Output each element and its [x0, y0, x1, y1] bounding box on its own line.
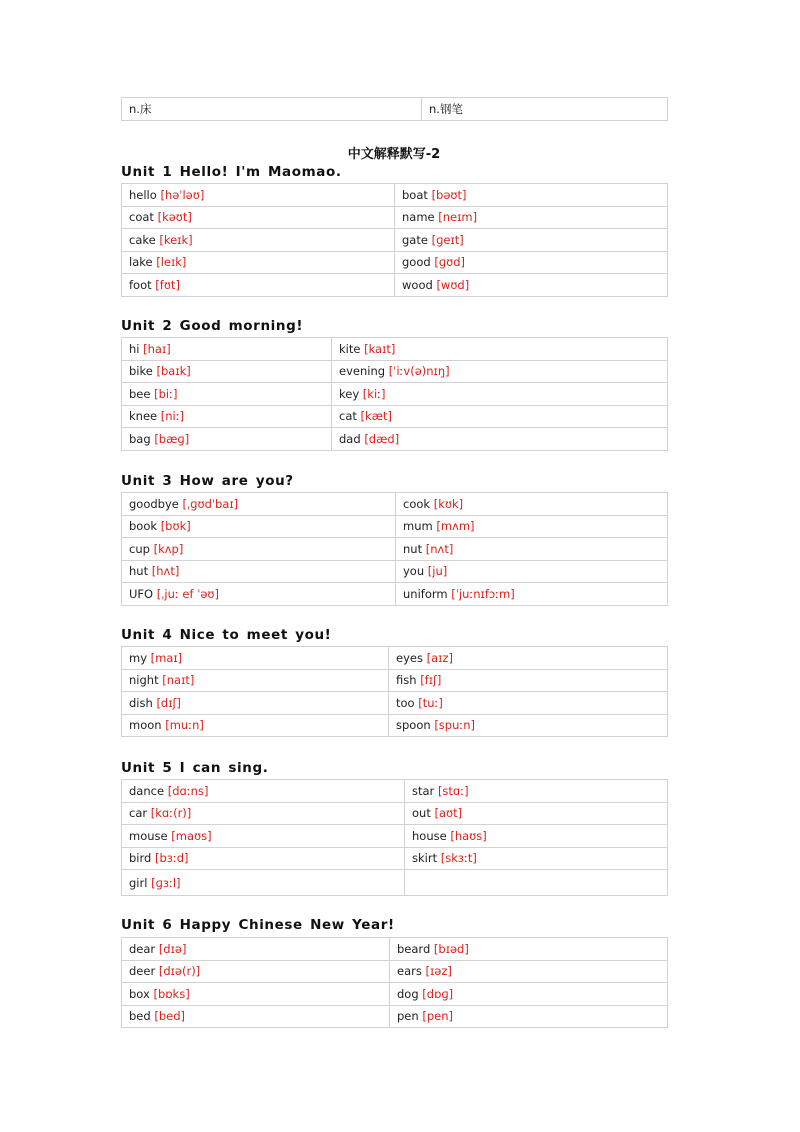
phonetic: [dɪʃ] [156, 695, 181, 710]
word: dance [129, 783, 165, 798]
word: deer [129, 964, 156, 979]
phonetic: [muːn] [165, 718, 204, 733]
table-row [122, 206, 668, 229]
word: evening [339, 364, 386, 379]
phonetic: [kʊk] [433, 496, 464, 511]
table-cell [396, 515, 668, 538]
table-cell [122, 184, 395, 207]
word: my [129, 650, 148, 665]
phonetic: [ˈiːv(ə)nɪŋ] [388, 364, 450, 379]
phonetic: [ɡʊd] [434, 255, 466, 270]
table-cell [332, 360, 668, 383]
phonetic: [kəʊt] [157, 210, 192, 225]
phonetic: [kæt] [360, 409, 392, 424]
phonetic: [skɜːt] [440, 851, 477, 866]
word: bag [129, 431, 151, 446]
unit-2-table [121, 337, 668, 451]
table-cell [122, 825, 405, 848]
table-row [122, 98, 668, 121]
word: cup [129, 541, 150, 556]
table-cell [395, 184, 668, 207]
phonetic: [maʊs] [171, 828, 212, 843]
phonetic: [kaɪt] [364, 341, 396, 356]
unit-5-heading: Unit 5 I can sing. [121, 760, 269, 776]
table-cell [122, 647, 389, 670]
unit-5-table [121, 779, 668, 896]
word: star [412, 783, 435, 798]
unit-1-table [121, 183, 668, 297]
table-cell [122, 780, 405, 803]
table-cell [405, 780, 668, 803]
table-cell [122, 870, 405, 896]
word: dog [397, 986, 419, 1001]
phonetic: [mʌm] [436, 519, 475, 534]
phonetic: [hʌt] [151, 564, 180, 579]
table-row [122, 847, 668, 870]
phonetic: [bed] [154, 1009, 185, 1024]
phonetic: [bæɡ] [154, 431, 190, 446]
word: girl [129, 875, 148, 890]
phonetic: [fʊt] [155, 277, 180, 292]
word: coat [129, 210, 154, 225]
phonetic: [biː] [154, 386, 178, 401]
phonetic: [aɪz] [426, 650, 453, 665]
table-cell [389, 692, 668, 715]
unit-6-table [121, 937, 668, 1028]
phonetic: [dɪə(r)] [158, 964, 201, 979]
table-cell [405, 802, 668, 825]
word: moon [129, 718, 162, 733]
table-row [122, 802, 668, 825]
table-row [122, 647, 668, 670]
phonetic: [keɪk] [159, 232, 193, 247]
table-cell [122, 538, 396, 561]
table-cell [405, 847, 668, 870]
table-cell [396, 560, 668, 583]
table-row [122, 338, 668, 361]
unit-2-heading: Unit 2 Good morning! [121, 318, 304, 334]
word: fish [396, 673, 417, 688]
table-cell [422, 98, 668, 121]
phonetic: [dɑːns] [167, 783, 209, 798]
table-cell [122, 960, 390, 983]
word: spoon [396, 718, 431, 733]
phonetic: [neɪm] [438, 210, 478, 225]
word: bed [129, 1009, 151, 1024]
table-cell [395, 274, 668, 297]
table-cell [395, 251, 668, 274]
table-cell [332, 383, 668, 406]
word: cook [403, 496, 431, 511]
word: gate [402, 232, 428, 247]
table-cell [122, 338, 332, 361]
phonetic: [stɑː] [437, 783, 469, 798]
phonetic: [naɪt] [162, 673, 195, 688]
table-cell [332, 338, 668, 361]
table-row [122, 1005, 668, 1028]
phonetic: [maɪ] [150, 650, 183, 665]
table-row [122, 538, 668, 561]
table-row [122, 405, 668, 428]
table-row [122, 870, 668, 896]
word: box [129, 986, 150, 1001]
table-row [122, 251, 668, 274]
unit-1-heading: Unit 1 Hello! I'm Maomao. [121, 164, 342, 180]
phonetic: [spuːn] [434, 718, 476, 733]
word: kite [339, 341, 361, 356]
word: ears [397, 964, 422, 979]
phonetic: [ɡeɪt] [431, 232, 464, 247]
table-row [122, 383, 668, 406]
table-cell [122, 669, 389, 692]
word: too [396, 695, 415, 710]
unit-3-table [121, 492, 668, 606]
word: bird [129, 851, 152, 866]
phonetic: [kʌp] [153, 541, 184, 556]
table-cell [122, 274, 395, 297]
word: key [339, 386, 360, 401]
table-cell [122, 229, 395, 252]
table-cell [395, 229, 668, 252]
word: dear [129, 941, 156, 956]
table-cell [122, 360, 332, 383]
phonetic: [pen] [422, 1009, 453, 1024]
table-cell [122, 983, 390, 1006]
word: lake [129, 255, 153, 270]
table-cell [390, 983, 668, 1006]
table-cell [122, 583, 396, 606]
table-cell [389, 669, 668, 692]
word: eyes [396, 650, 423, 665]
phonetic: [ɪəz] [425, 964, 452, 979]
table-row [122, 428, 668, 451]
phonetic: [bɒks] [153, 986, 190, 1001]
word: wood [402, 277, 433, 292]
word: cat [339, 409, 357, 424]
phonetic: [haɪ] [143, 341, 171, 356]
table-cell [395, 206, 668, 229]
table-row [122, 960, 668, 983]
phonetic: [leɪk] [156, 255, 187, 270]
phonetic: [bɪəd] [433, 941, 469, 956]
table-row [122, 229, 668, 252]
word: bee [129, 386, 151, 401]
table-cell [390, 960, 668, 983]
table-row [122, 583, 668, 606]
table-cell [122, 405, 332, 428]
phonetic: [dɪə] [158, 941, 187, 956]
phonetic: [bəʊt] [431, 187, 467, 202]
word: book [129, 519, 158, 534]
table-row [122, 692, 668, 715]
table-row [122, 714, 668, 737]
phonetic: [həˈləʊ] [160, 187, 205, 202]
word: out [412, 806, 431, 821]
word: goodbye [129, 496, 179, 511]
phonetic: [aʊt] [434, 806, 463, 821]
word: hello [129, 187, 157, 202]
word: mum [403, 519, 433, 534]
table-cell [122, 383, 332, 406]
word: hut [129, 564, 149, 579]
phonetic: [dæd] [364, 431, 400, 446]
table-cell [122, 802, 405, 825]
unit-3-heading: Unit 3 How are you? [121, 473, 294, 489]
document-title: 中文解释默写-2 [347, 147, 441, 162]
word: name [402, 210, 435, 225]
table-cell [122, 493, 396, 516]
table-cell [122, 428, 332, 451]
word: uniform [403, 586, 448, 601]
table-cell [122, 692, 389, 715]
word: night [129, 673, 159, 688]
phonetic: [fɪʃ] [420, 673, 442, 688]
phonetic: [kɑː(r)] [150, 806, 192, 821]
word: boat [402, 187, 428, 202]
unit-6-heading: Unit 6 Happy Chinese New Year! [121, 917, 395, 933]
table-row [122, 669, 668, 692]
table-cell [332, 405, 668, 428]
unit-4-heading: Unit 4 Nice to meet you! [121, 627, 332, 643]
word: beard [397, 941, 431, 956]
empty-table-cell [405, 870, 668, 896]
table-row [122, 493, 668, 516]
table-cell [396, 493, 668, 516]
chinese-meaning: n.钢笔 [429, 101, 463, 116]
phonetic: [wʊd] [436, 277, 470, 292]
word: dish [129, 695, 153, 710]
table-row [122, 360, 668, 383]
table-row [122, 184, 668, 207]
table-row [122, 560, 668, 583]
word: mouse [129, 828, 168, 843]
phonetic: [nʌt] [425, 541, 454, 556]
table-cell [405, 825, 668, 848]
table-cell [122, 560, 396, 583]
phonetic: [baɪk] [156, 364, 191, 379]
phonetic: [haʊs] [450, 828, 487, 843]
table-row [122, 274, 668, 297]
word: good [402, 255, 431, 270]
phonetic: [ju] [427, 564, 448, 579]
word: house [412, 828, 447, 843]
table-cell [396, 538, 668, 561]
table-cell [390, 938, 668, 961]
table-row [122, 983, 668, 1006]
word: cake [129, 232, 156, 247]
table-cell [122, 847, 405, 870]
table-cell [332, 428, 668, 451]
table-cell [396, 583, 668, 606]
word: UFO [129, 586, 154, 601]
phonetic: [ˈjuːnɪfɔːm] [451, 586, 515, 601]
table-cell [122, 251, 395, 274]
table-cell [122, 714, 389, 737]
top-vocab-table [121, 97, 668, 121]
word: hi [129, 341, 140, 356]
phonetic: [bɜːd] [154, 851, 189, 866]
word: foot [129, 277, 152, 292]
phonetic: [ɡɜːl] [151, 875, 181, 890]
word: you [403, 564, 425, 579]
phonetic: [niː] [160, 409, 185, 424]
table-cell [122, 98, 422, 121]
chinese-meaning: n.床 [129, 101, 152, 116]
table-cell [122, 206, 395, 229]
word: pen [397, 1009, 419, 1024]
table-cell [390, 1005, 668, 1028]
table-row [122, 825, 668, 848]
phonetic: [bʊk] [160, 519, 191, 534]
table-row [122, 515, 668, 538]
table-row [122, 938, 668, 961]
word: nut [403, 541, 423, 556]
word: bike [129, 364, 153, 379]
phonetic: [dɒɡ] [422, 986, 454, 1001]
phonetic: [tuː] [418, 695, 443, 710]
phonetic: [ˌjuː ef ˈəʊ] [156, 586, 220, 601]
table-cell [122, 515, 396, 538]
word: knee [129, 409, 158, 424]
phonetic: [kiː] [362, 386, 386, 401]
table-cell [122, 1005, 390, 1028]
word: skirt [412, 851, 438, 866]
table-cell [389, 714, 668, 737]
phonetic: [ˌɡʊdˈbaɪ] [182, 496, 239, 511]
unit-4-table [121, 646, 668, 737]
word: dad [339, 431, 361, 446]
table-cell [389, 647, 668, 670]
word: car [129, 806, 148, 821]
table-cell [122, 938, 390, 961]
table-row [122, 780, 668, 803]
